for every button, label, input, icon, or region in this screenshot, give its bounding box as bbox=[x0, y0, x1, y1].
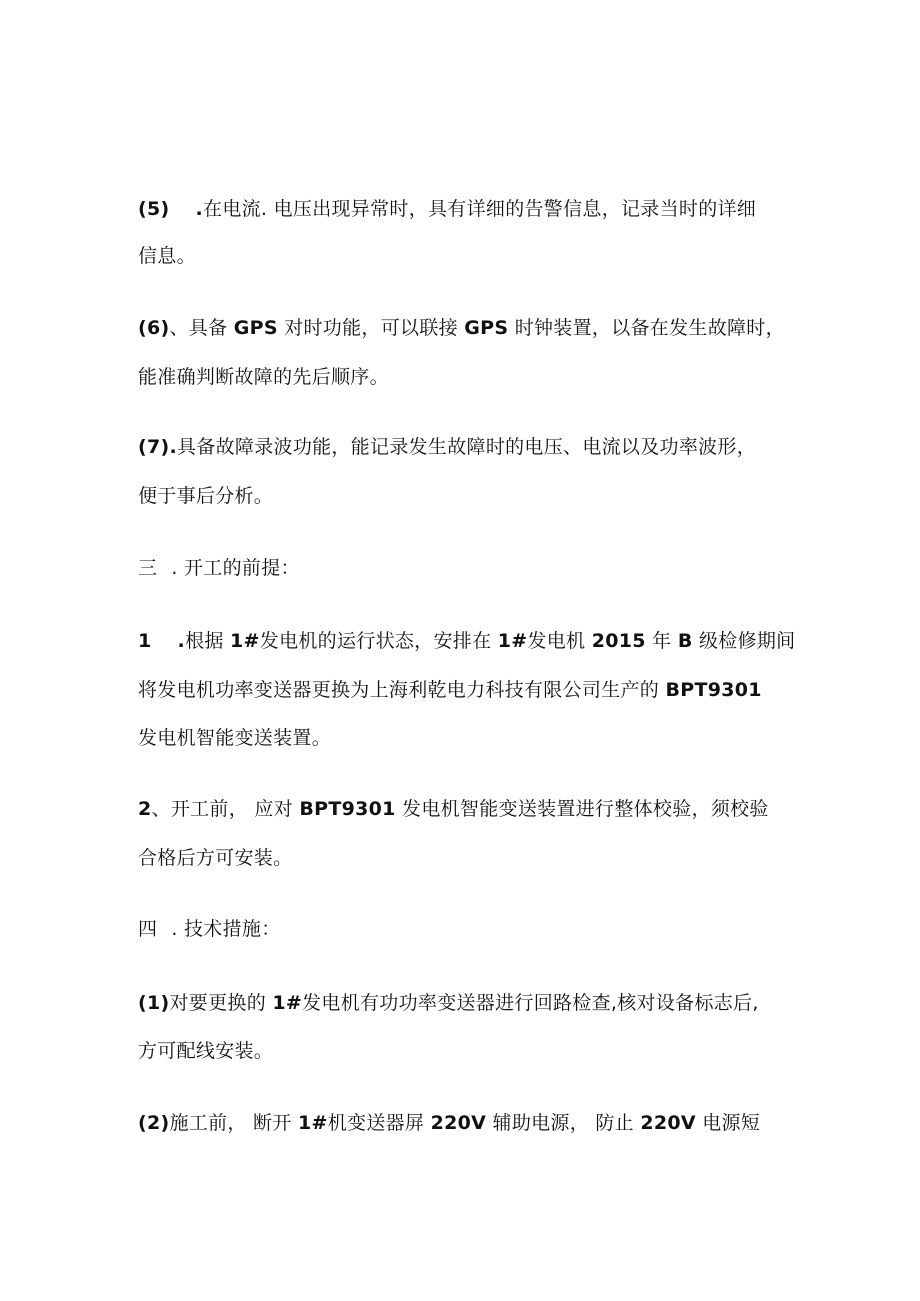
item-6-gps-1: GPS bbox=[233, 317, 278, 339]
item-5-number: (5) bbox=[138, 198, 170, 220]
measure-1-line-1 bbox=[138, 990, 759, 1016]
measure-2-text-c: 辅助电源， 防止 bbox=[492, 1112, 634, 1134]
prereq-2-text-cont: 合格后方可安装。 bbox=[138, 847, 293, 869]
measure-1-text-b: 发电机有功功率变送器进行回路检查,核对设备标志后, bbox=[302, 992, 759, 1014]
measure-1-line-2 bbox=[138, 1038, 273, 1064]
measure-2-text-a: 施工前， 断开 bbox=[169, 1112, 292, 1134]
item-7-line-2 bbox=[138, 483, 273, 509]
measure-2-voltage-1: 220V bbox=[430, 1112, 487, 1134]
prereq-1-text-b: 发电机的运行状态，安排在 bbox=[259, 630, 492, 652]
prereq-1-number: 1 bbox=[138, 630, 152, 652]
prereq-1-dot: . bbox=[177, 630, 186, 652]
item-7-line-1 bbox=[138, 434, 756, 460]
item-6-text-c: 时钟装置，以备在发生故障时， bbox=[514, 317, 785, 339]
measure-1-text-a: 对要更换的 bbox=[169, 992, 267, 1014]
prereq-2-number: 2 bbox=[138, 798, 152, 820]
prereq-2-text-a: 、开工前， 应对 bbox=[151, 798, 293, 820]
item-5-line-1 bbox=[138, 196, 756, 222]
item-5-line-2 bbox=[138, 243, 196, 269]
item-6-text-cont: 能准确判断故障的先后顺序。 bbox=[138, 366, 389, 388]
prereq-1-text-l3: 发电机智能变送装置。 bbox=[138, 727, 332, 749]
prereq-1-model: BPT9301 bbox=[665, 679, 762, 701]
item-5-dot: . bbox=[195, 198, 204, 220]
item-7-number: (7). bbox=[138, 436, 178, 458]
section-4-title: . 技术措施： bbox=[171, 918, 281, 940]
section-3-title: . 开工的前提： bbox=[171, 557, 300, 579]
prereq-1-line-3 bbox=[138, 725, 331, 751]
prereq-1-line-2 bbox=[138, 677, 762, 703]
prereq-1-text-e: 级检修期间 bbox=[698, 630, 796, 652]
measure-2-voltage-2: 220V bbox=[640, 1112, 696, 1134]
prereq-1-text-l2: 将发电机功率变送器更换为上海利乾电力科技有限公司生产的 bbox=[138, 679, 660, 701]
measure-1-unit: 1# bbox=[272, 992, 303, 1014]
prereq-1-line-1 bbox=[138, 628, 795, 654]
prereq-1-year: 2015 bbox=[591, 630, 646, 652]
measure-2-number: (2) bbox=[138, 1112, 170, 1134]
section-4-number: 四 bbox=[138, 918, 158, 940]
item-6-text-a: 、具备 bbox=[169, 317, 228, 339]
item-6-line-2 bbox=[138, 364, 389, 390]
section-3-heading bbox=[138, 555, 300, 581]
item-6-number: (6) bbox=[138, 317, 170, 339]
prereq-2-model: BPT9301 bbox=[299, 798, 396, 820]
prereq-1-text-a: 根据 bbox=[185, 630, 224, 652]
item-6-gps-2: GPS bbox=[464, 317, 509, 339]
section-4-heading bbox=[138, 916, 281, 942]
prereq-1-text-c: 发电机 bbox=[527, 630, 586, 652]
measure-2-line-1 bbox=[138, 1110, 760, 1136]
measure-2-unit: 1# bbox=[297, 1112, 328, 1134]
prereq-2-line-2 bbox=[138, 845, 292, 871]
item-6-text-b: 对时功能，可以联接 bbox=[284, 317, 458, 339]
item-7-text: 具备故障录波功能，能记录发生故障时的电压、电流以及功率波形， bbox=[177, 436, 757, 458]
prereq-1-unit-1: 1# bbox=[230, 630, 260, 652]
prereq-1-text-d: 年 bbox=[652, 630, 672, 652]
measure-2-text-d: 电源短 bbox=[702, 1112, 761, 1134]
measure-2-text-b: 机变送器屏 bbox=[327, 1112, 425, 1134]
prereq-1-grade: B bbox=[677, 630, 693, 652]
prereq-2-text-b: 发电机智能变送装置进行整体校验，须校验 bbox=[402, 798, 769, 820]
measure-1-text-cont: 方可配线安装。 bbox=[138, 1040, 274, 1062]
prereq-2-line-1 bbox=[138, 796, 769, 822]
item-5-text: 在电流. 电压出现异常时，具有详细的告警信息，记录当时的详细 bbox=[203, 198, 757, 220]
item-7-text-cont: 便于事后分析。 bbox=[138, 485, 274, 507]
item-6-line-1 bbox=[138, 315, 785, 341]
measure-1-number: (1) bbox=[138, 992, 170, 1014]
section-3-number: 三 bbox=[138, 557, 158, 579]
item-5-text-cont: 信息。 bbox=[138, 245, 196, 267]
prereq-1-unit-2: 1# bbox=[497, 630, 528, 652]
